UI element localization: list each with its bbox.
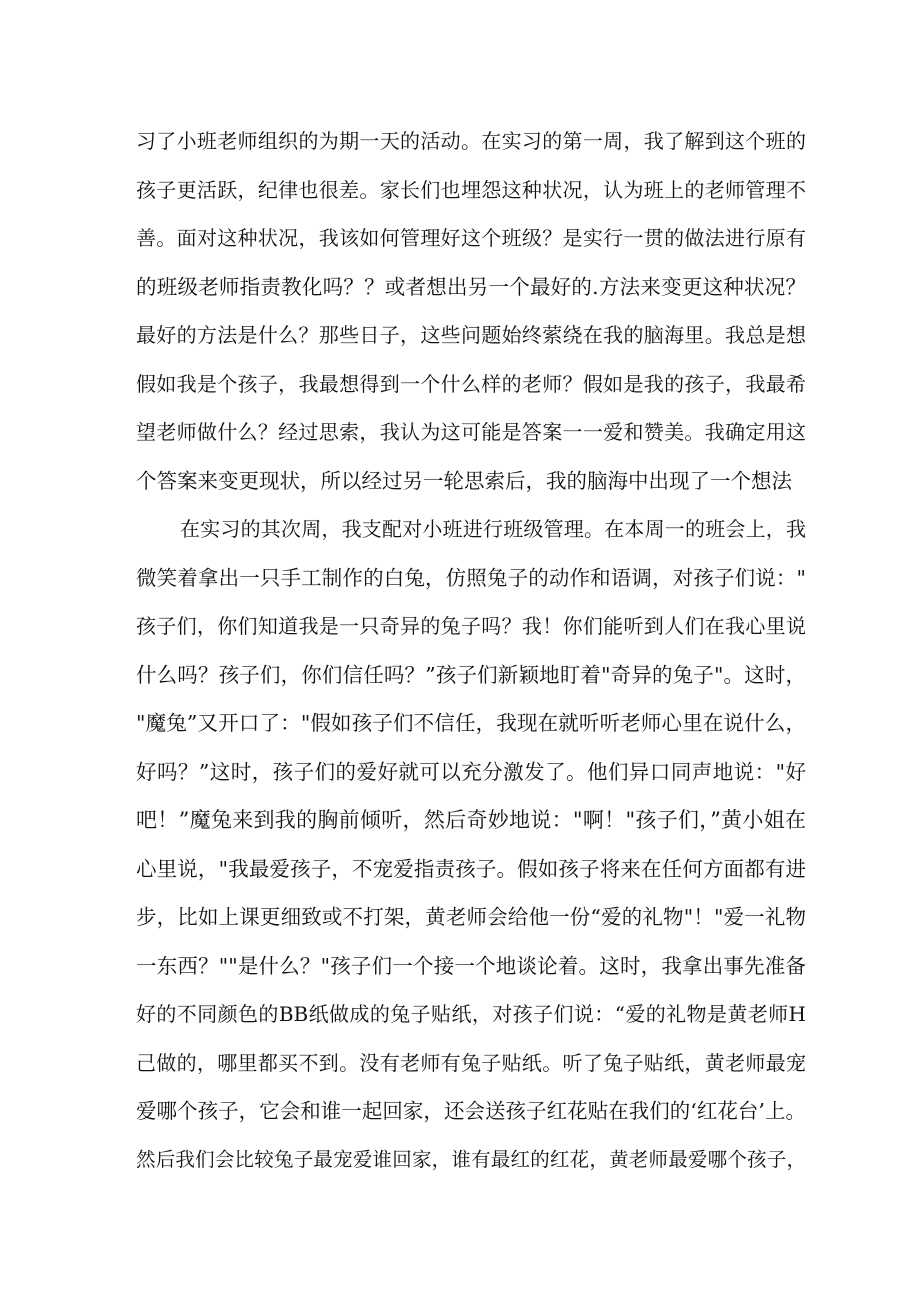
text-line: 孩子更活跃，纪律也很差。家长们也埋怨这种状况，认为班上的老师管理不 (136, 177, 806, 202)
text-line: 最好的方法是什么？那些日子，这些问题始终萦绕在我的脑海里。我总是想 (136, 323, 806, 347)
text-line: 什么吗？孩子们，你们信任吗？”孩子们新颖地盯着"奇异的兔子"。这时， (136, 662, 806, 687)
text-line: 望老师做什么？经过思索，我认为这可能是答案一一爱和赞美。我确定用这 (136, 420, 806, 444)
text-line: "魔兔”又开口了："假如孩子们不信任，我现在就听听老师心里在说什么， (136, 711, 806, 735)
text-line: 孩子们，你们知道我是一只奇异的兔子吗？我！你们能听到人们在我心里说 (136, 614, 806, 638)
text-line: 吧！”魔兔来到我的胸前倾听，然后奇妙地说："啊！"孩子们，”黄小姐在 (136, 808, 806, 832)
text-line: 个答案来变更现状，所以经过另一轮思索后，我的脑海中出现了一个想法 (136, 468, 792, 493)
text-line: 爱哪个孩子，它会和谁一起回家，还会送孩子红花贴在我们的‘红花台’上。 (136, 1099, 806, 1123)
text-line: 好的不同颜色的BB纸做成的兔子贴纸，对孩子们说：“爱的礼物是黄老师H (136, 1002, 806, 1026)
body-text (136, 117, 806, 1184)
text-line: 的班级老师指责教化吗？？或者想出另一个最好的.方法来变更这种状况？ (136, 274, 806, 299)
text-line: 善。面对这种状况，我该如何管理好这个班级？是实行一贯的做法进行原有 (136, 226, 806, 250)
text-line: 步，比如上课更细致或不打架，黄老师会给他一份“爱的礼物"！"爱一礼物 (136, 905, 806, 929)
paragraph-first-line: 在实习的其次周，我支配对小班进行班级管理。在本周一的班会上，我 (180, 517, 806, 541)
text-line: 习了小班老师组织的为期一天的活动。在实习的第一周，我了解到这个班的 (136, 129, 806, 153)
text-line: 然后我们会比较兔子最宠爱谁回家，谁有最红的红花，黄老师最爱哪个孩子， (136, 1147, 806, 1171)
text-line: 心里说，"我最爱孩子，不宠爱指责孩子。假如孩子将来在任何方面都有进 (136, 856, 806, 881)
text-line: 一东西？""是什么？"孩子们一个接一个地谈论着。这时，我拿出事先准备 (136, 953, 806, 978)
text-line: 己做的，哪里都买不到。没有老师有兔子贴纸。听了兔子贴纸，黄老师最宠 (136, 1050, 806, 1075)
text-line: 微笑着拿出一只手工制作的白兔，仿照兔子的动作和语调，对孩子们说：" (136, 565, 806, 590)
text-line: 好吗？”这时，孩子们的爱好就可以充分激发了。他们异口同声地说："好 (136, 759, 806, 784)
text-line: 假如我是个孩子，我最想得到一个什么样的老师？假如是我的孩子，我最希 (136, 371, 806, 396)
